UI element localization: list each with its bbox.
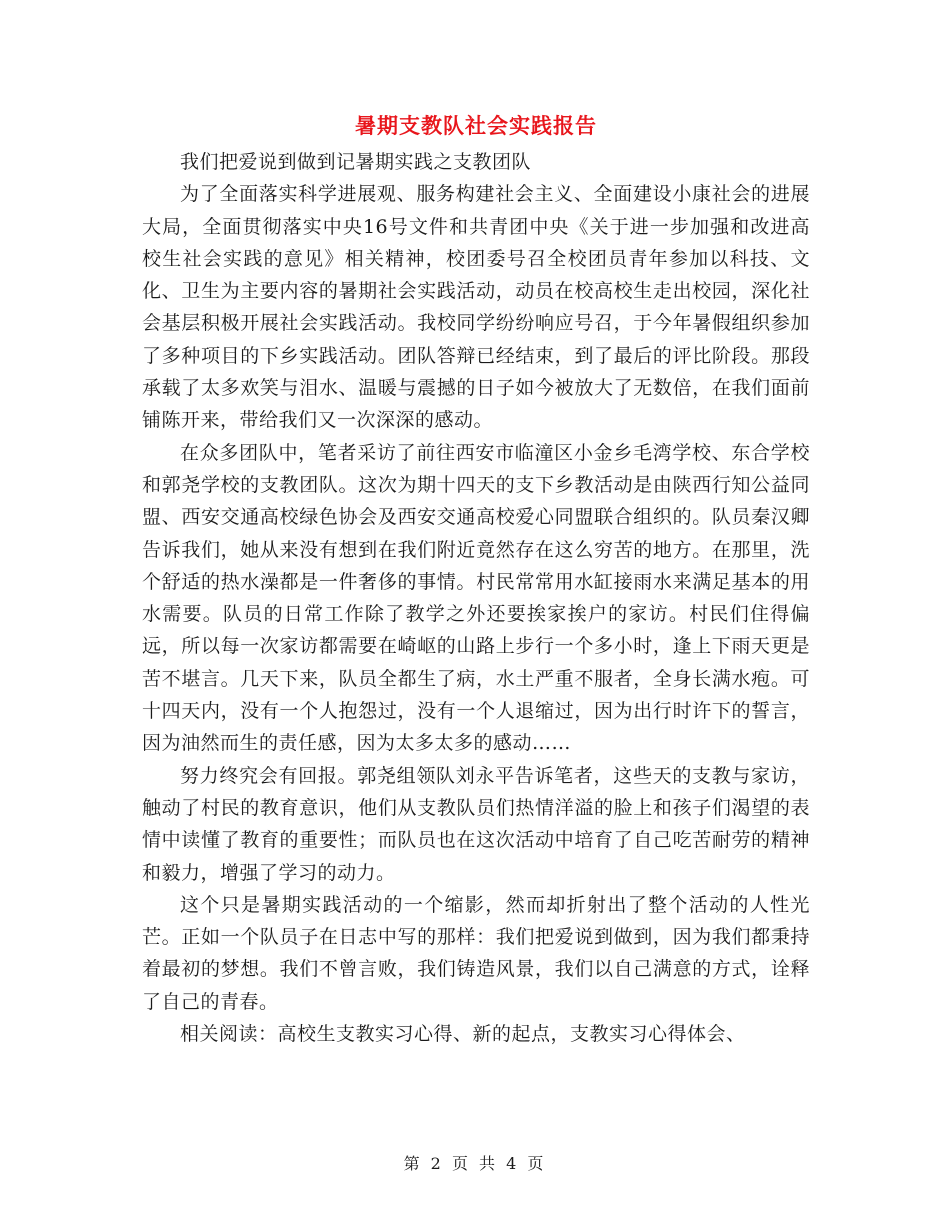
document-title: 暑期支教队社会实践报告 xyxy=(355,113,597,138)
subtitle-paragraph: 我们把爱说到做到记暑期实践之支教团队 xyxy=(180,151,532,173)
body-paragraph: 在众多团队中，笔者采访了前往西安市临潼区小金乡毛湾学校、东合学校和郭尧学校的支教团队。这次为期十四天的支下乡教活动是由陕西行知公益同盟、西安交通高校绿色协会及西安交通高校爱心同盟联合组织的。队员秦汉卿告诉我们，她从来没有想到在我们附近竟然存在这么穷苦的地方。在那里，洗个舒适的热水澡都是一件奢侈的事情。村民常常用水缸接雨水来满足基本的用水需要。队员的日常工作除了教学之外还要挨家挨户的家访。村民们住得偏远，所以每一次家访都需要在崎岖的山路上步行一个多小时，逢上下雨天更是苦不堪言。几天下来，队员全都生了病，水土严重不服者，全身长满水疱。可十四天内，没有一个人抱怨过，没有一个人退缩过，因为出行时许下的誓言，因为油然而生的责任感，因为太多太多的感动…… xyxy=(142,441,810,755)
related-reading-paragraph: 相关阅读：高校生支教实习心得、新的起点，支教实习心得体会、 xyxy=(180,1023,746,1046)
body-paragraph: 这个只是暑期实践活动的一个缩影，然而却折射出了整个活动的人性光芒。正如一个队员子在日志中写的那样：我们把爱说到做到，因为我们都秉持着最初的梦想。我们不曾言败，我们铸造风景，我们以自己满意的方式，诠释了自己的青春。 xyxy=(142,893,810,1013)
document-page xyxy=(142,112,810,1050)
body-paragraph: 努力终究会有回报。郭尧组领队刘永平告诉笔者，这些天的支教与家访，触动了村民的教育意识，他们从支教队员们热情洋溢的脸上和孩子们渴望的表情中读懂了教育的重要性；而队员也在这次活动中培育了自己吃苦耐劳的精神和毅力，增强了学习的动力。 xyxy=(142,764,810,884)
body-paragraph: 为了全面落实科学进展观、服务构建社会主义、全面建设小康社会的进展大局，全面贯彻落实中央16号文件和共青团中央《关于进一步加强和改进高校生社会实践的意见》相关精神，校团委号召全校团员青年参加以科技、文化、卫生为主要内容的暑期社会实践活动，动员在校高校生走出校园，深化社会基层积极开展社会实践活动。我校同学纷纷响应号召，于今年暑假组织参加了多种项目的下乡实践活动。团队答辩已经结束，到了最后的评比阶段。那段承载了太多欢笑与泪水、温暖与震撼的日子如今被放大了无数倍，在我们面前铺陈开来，带给我们又一次深深的感动。 xyxy=(142,183,810,432)
page-number-footer: 第 2 页 共 4 页 xyxy=(403,1154,547,1173)
